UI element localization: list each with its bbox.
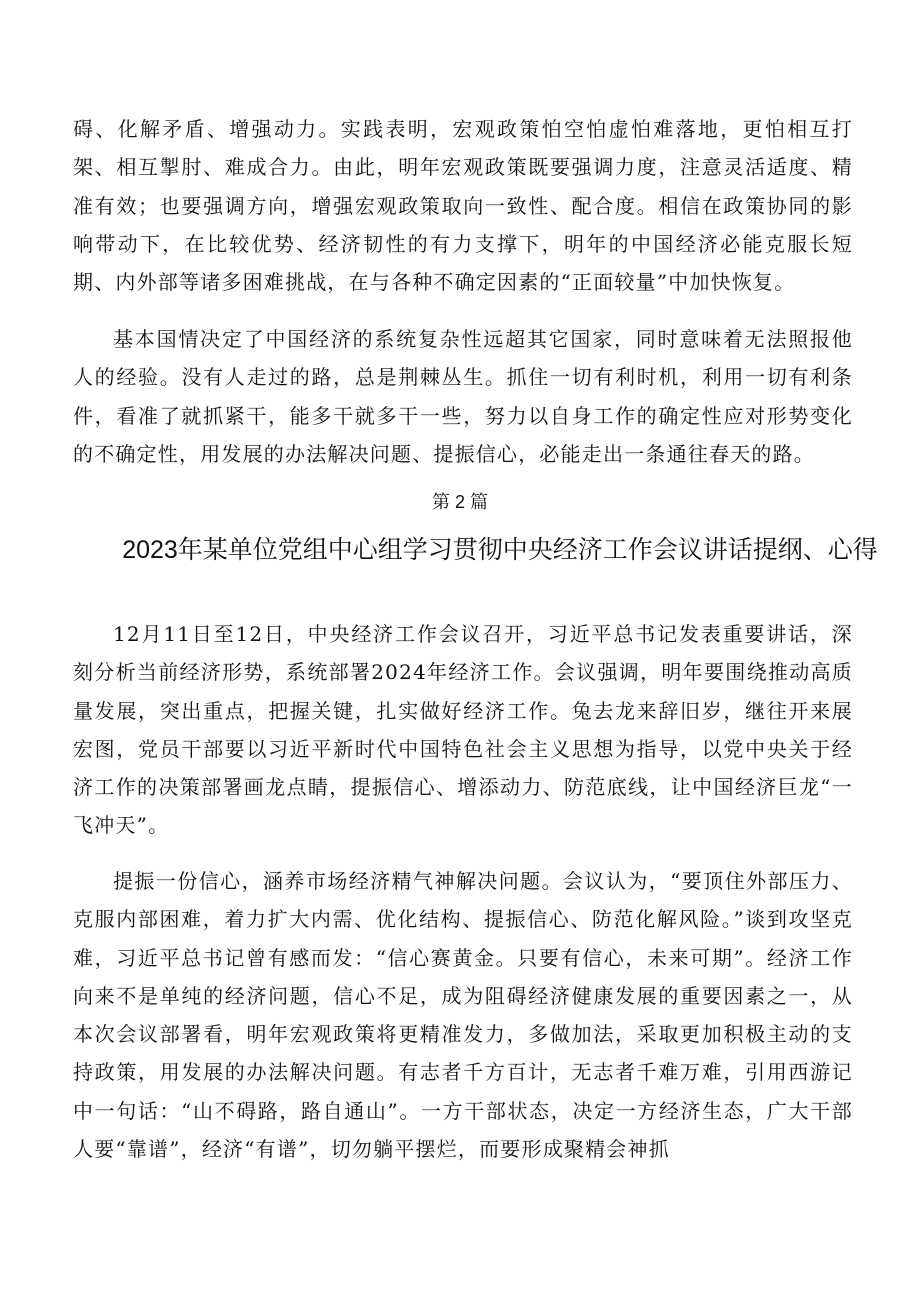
paragraph-continuation: 碍、化解矛盾、增强动力。实践表明，宏观政策怕空怕虚怕难落地，更怕相互打架、相互掣肘、难成合力。由此，明年宏观政策既要强调力度，注意灵活适度、精准有效；也要强调方向，增强宏观政策取向一致性、配合度。相信在政策协同的影响带动下，在比较优势、经济韧性的有力支撑下，明年的中国经济必能克服长短期、内外部等诸多困难挑战，在与各种不确定因素的“正面较量”中加快恢复。 [73,117,853,295]
paragraph-confidence: 提振一份信心，涵养市场经济精气神解决问题。会议认为，“要顶住外部压力、克服内部困难，着力扩大内需、优化结构、提振信心、防范化解风险。”谈到攻坚克难，习近平总书记曾有感而发：“信心赛黄金。只要有信心，未来可期”。经济工作向来不是单纯的经济问题，信心不足，成为阻碍经济健康发展的重要因素之一，从本次会议部署看，明年宏观政策将更精准发力，多做加法，采取更加积极主动的支持政策，用发展的办法解决问题。有志者千方百计，无志者千难万难，引用西游记中一句话：“山不碍路，路自通山”。一方干部状态，决定一方经济生态，广大干部人要“靠谱”，经济“有谱”，切勿躺平摆烂，而要形成聚精会神抓 [73,869,853,1162]
section-label: 第 2 篇 [431,492,488,512]
document-title: 2023年某单位党组中心组学习贯彻中央经济工作会议讲话提纲、心得 [122,536,878,564]
paragraph-conference-intro: 12月11日至12日，中央经济工作会议召开，习近平总书记发表重要讲话，深刻分析当前经济形势，系统部署2024年经济工作。会议强调，明年要围绕推动高质量发展，突出重点，把握关键，扎实做好经济工作。兔去龙来辞旧岁，继往开来展宏图，党员干部要以习近平新时代中国特色社会主义思想为指导，以党中央关于经济工作的决策部署画龙点睛，提振信心、增添动力、防范底线，让中国经济巨龙“一飞冲天”。 [73,622,853,838]
paragraph-national-conditions: 基本国情决定了中国经济的系统复杂性远超其它国家，同时意味着无法照报他人的经验。没有人走过的路，总是荆棘丛生。抓住一切有利时机，利用一切有利条件，看准了就抓紧干，能多干就多干一些，努力以自身工作的确定性应对形势变化的不确定性，用发展的办法解决问题、提振信心，必能走出一条通往春天的路。 [73,327,853,466]
